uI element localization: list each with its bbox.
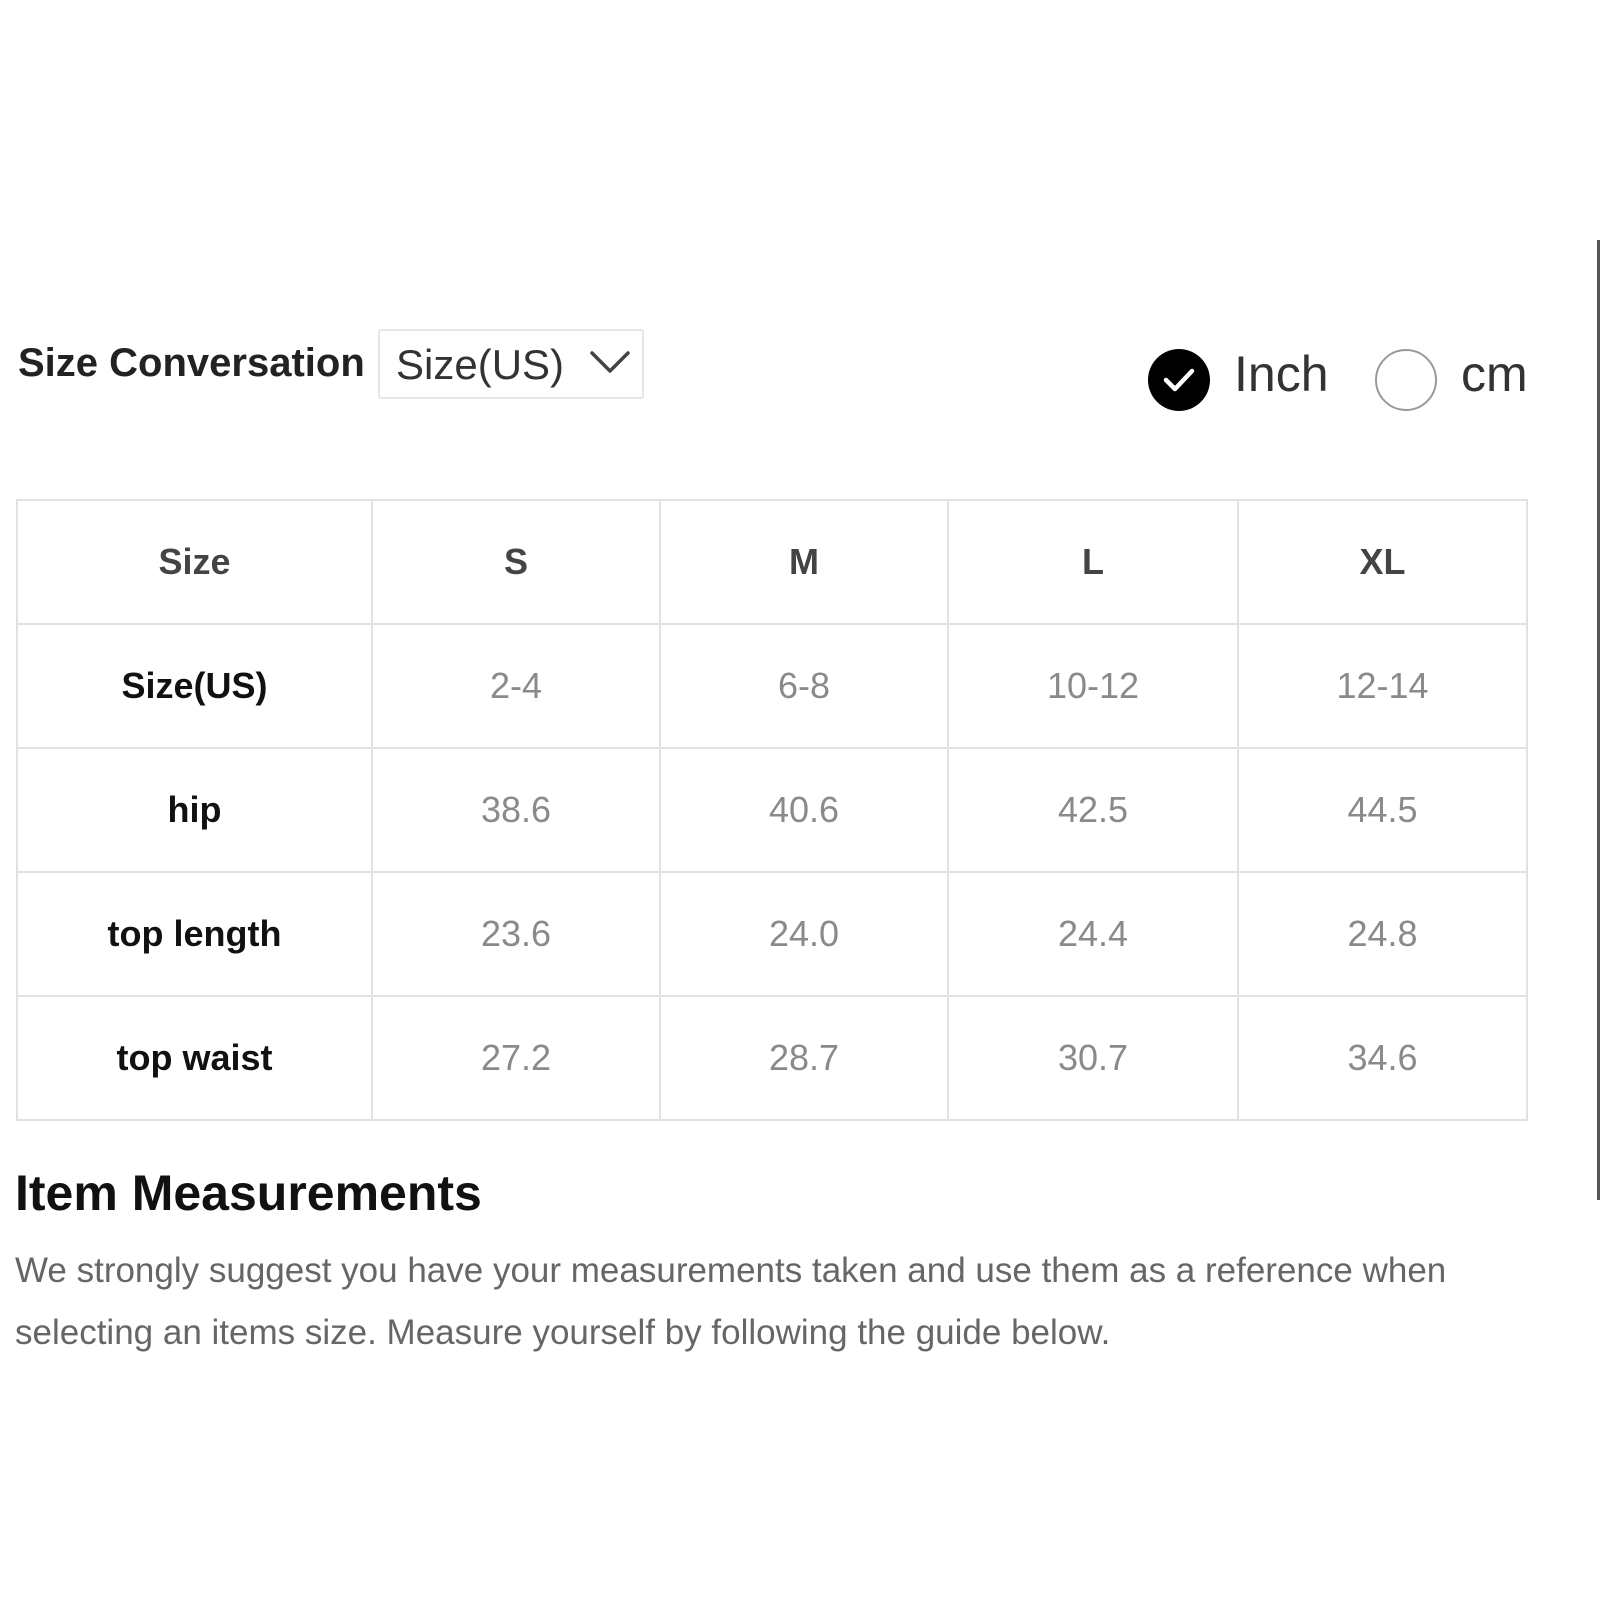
table-cell: 6-8 (660, 624, 948, 748)
table-cell: 24.8 (1238, 872, 1527, 996)
size-conversion-label: Size Conversation (18, 341, 365, 385)
table-cell: 38.6 (372, 748, 660, 872)
measurements-description: We strongly suggest you have your measurements taken and use them as a reference when selecting an items size. Measure yourself by following the guide below. (15, 1251, 1447, 1352)
size-conversion-select[interactable] (378, 329, 644, 399)
measurements-title: Item Measurements (15, 1165, 482, 1221)
table-row (17, 624, 1527, 748)
row-label: hip (17, 748, 372, 872)
table-cell: 2-4 (372, 624, 660, 748)
row-label: Size(US) (17, 624, 372, 748)
column-header: S (372, 500, 660, 624)
table-row (17, 872, 1527, 996)
chevron-down-icon (588, 345, 632, 381)
radio-unchecked[interactable] (1375, 349, 1437, 411)
table-cell: 24.0 (660, 872, 948, 996)
table-cell: 28.7 (660, 996, 948, 1120)
row-label: top waist (17, 996, 372, 1120)
table-cell: 44.5 (1238, 748, 1527, 872)
column-header: M (660, 500, 948, 624)
unit-label-cm: cm (1461, 346, 1528, 402)
unit-option-inch[interactable] (1148, 345, 1338, 411)
unit-option-cm[interactable] (1375, 345, 1535, 411)
row-label: top length (17, 872, 372, 996)
table-cell: 24.4 (948, 872, 1238, 996)
table-cell: 42.5 (948, 748, 1238, 872)
check-icon (1163, 367, 1195, 393)
table-cell: 34.6 (1238, 996, 1527, 1120)
column-header: XL (1238, 500, 1527, 624)
table-cell: 23.6 (372, 872, 660, 996)
table-row (17, 996, 1527, 1120)
column-header: L (948, 500, 1238, 624)
size-chart-table (16, 499, 1528, 1121)
unit-label-inch: Inch (1234, 346, 1329, 402)
table-header-row (17, 500, 1527, 624)
table-cell: 40.6 (660, 748, 948, 872)
radio-checked[interactable] (1148, 349, 1210, 411)
table-cell: 12-14 (1238, 624, 1527, 748)
size-select-value: Size(US) (396, 341, 565, 388)
table-cell: 27.2 (372, 996, 660, 1120)
column-header: Size (17, 500, 372, 624)
table-row (17, 748, 1527, 872)
table-cell: 30.7 (948, 996, 1238, 1120)
table-cell: 10-12 (948, 624, 1238, 748)
